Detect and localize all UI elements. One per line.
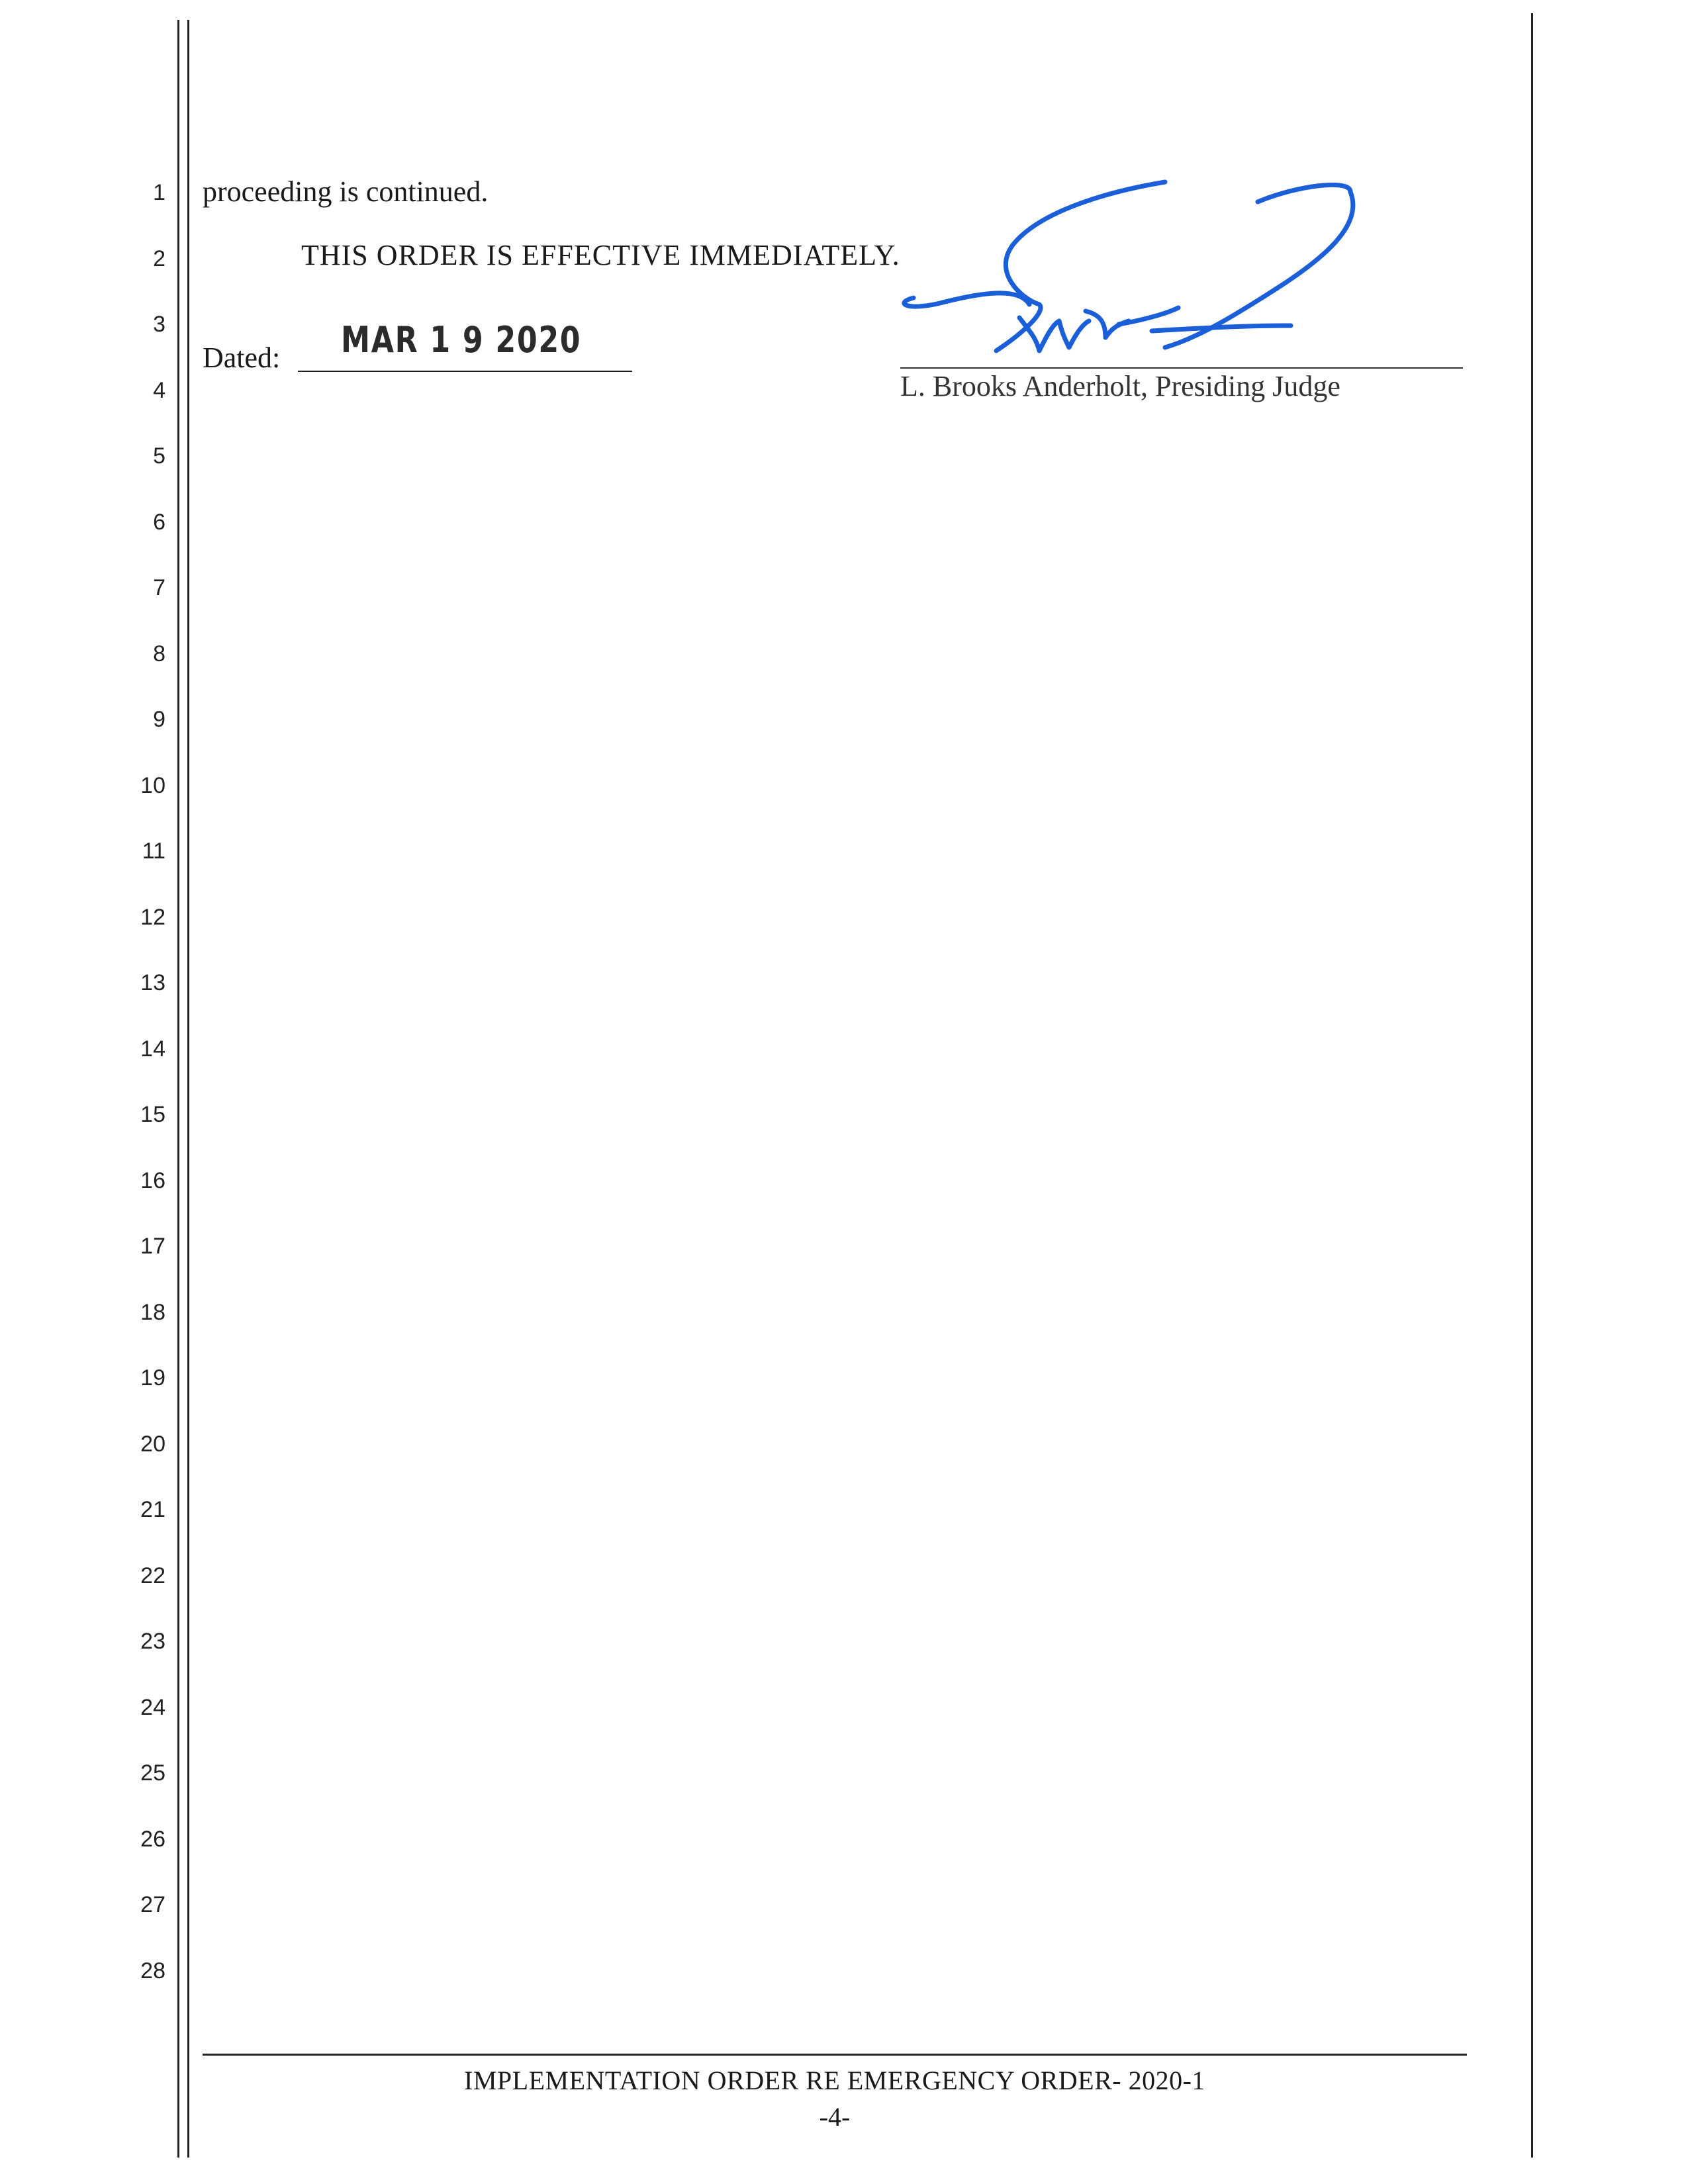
line-number: 6 xyxy=(153,509,165,535)
line-number: 13 xyxy=(140,970,165,995)
left-margin-rule-inner xyxy=(187,20,189,2158)
footer-document-title: IMPLEMENTATION ORDER RE EMERGENCY ORDER- 2020-1 xyxy=(464,2066,1205,2095)
line-number: 16 xyxy=(140,1167,165,1193)
line-number: 21 xyxy=(140,1497,165,1522)
line-number: 27 xyxy=(140,1892,165,1917)
line-number: 12 xyxy=(140,904,165,930)
line-number: 19 xyxy=(140,1365,165,1390)
line-number: 20 xyxy=(140,1431,165,1457)
signature-line xyxy=(900,367,1463,369)
line-number: 23 xyxy=(140,1629,165,1654)
judge-signature xyxy=(887,172,1377,384)
dated-underline xyxy=(298,371,632,372)
line-number: 5 xyxy=(153,443,165,469)
line-number: 28 xyxy=(140,1958,165,1983)
line-number: 10 xyxy=(140,772,165,798)
body-line-1: proceeding is continued. xyxy=(203,175,489,208)
date-stamp: MAR 1 9 2020 xyxy=(341,319,582,361)
right-margin-rule xyxy=(1531,13,1533,2158)
line-number: 8 xyxy=(153,641,165,666)
dated-label: Dated: xyxy=(203,341,281,374)
line-number: 15 xyxy=(140,1102,165,1127)
line-number: 24 xyxy=(140,1694,165,1720)
order-effective-statement: THIS ORDER IS EFFECTIVE IMMEDIATELY. xyxy=(301,239,900,271)
line-number: 18 xyxy=(140,1299,165,1325)
line-number: 3 xyxy=(153,312,165,337)
footer-page-number: -4- xyxy=(819,2102,851,2132)
signatory-name-title: L. Brooks Anderholt, Presiding Judge xyxy=(900,370,1340,402)
line-number: 14 xyxy=(140,1036,165,1062)
line-number: 2 xyxy=(153,246,165,271)
line-number: 4 xyxy=(153,377,165,403)
line-number: 7 xyxy=(153,575,165,600)
line-number: 25 xyxy=(140,1760,165,1786)
left-margin-rule-outer xyxy=(177,20,179,2158)
line-number: 26 xyxy=(140,1826,165,1852)
line-number: 11 xyxy=(142,839,165,864)
line-number: 1 xyxy=(153,180,165,205)
line-number: 22 xyxy=(140,1563,165,1588)
line-number: 9 xyxy=(153,707,165,732)
line-number: 17 xyxy=(140,1234,165,1259)
footer-rule xyxy=(203,2054,1467,2056)
